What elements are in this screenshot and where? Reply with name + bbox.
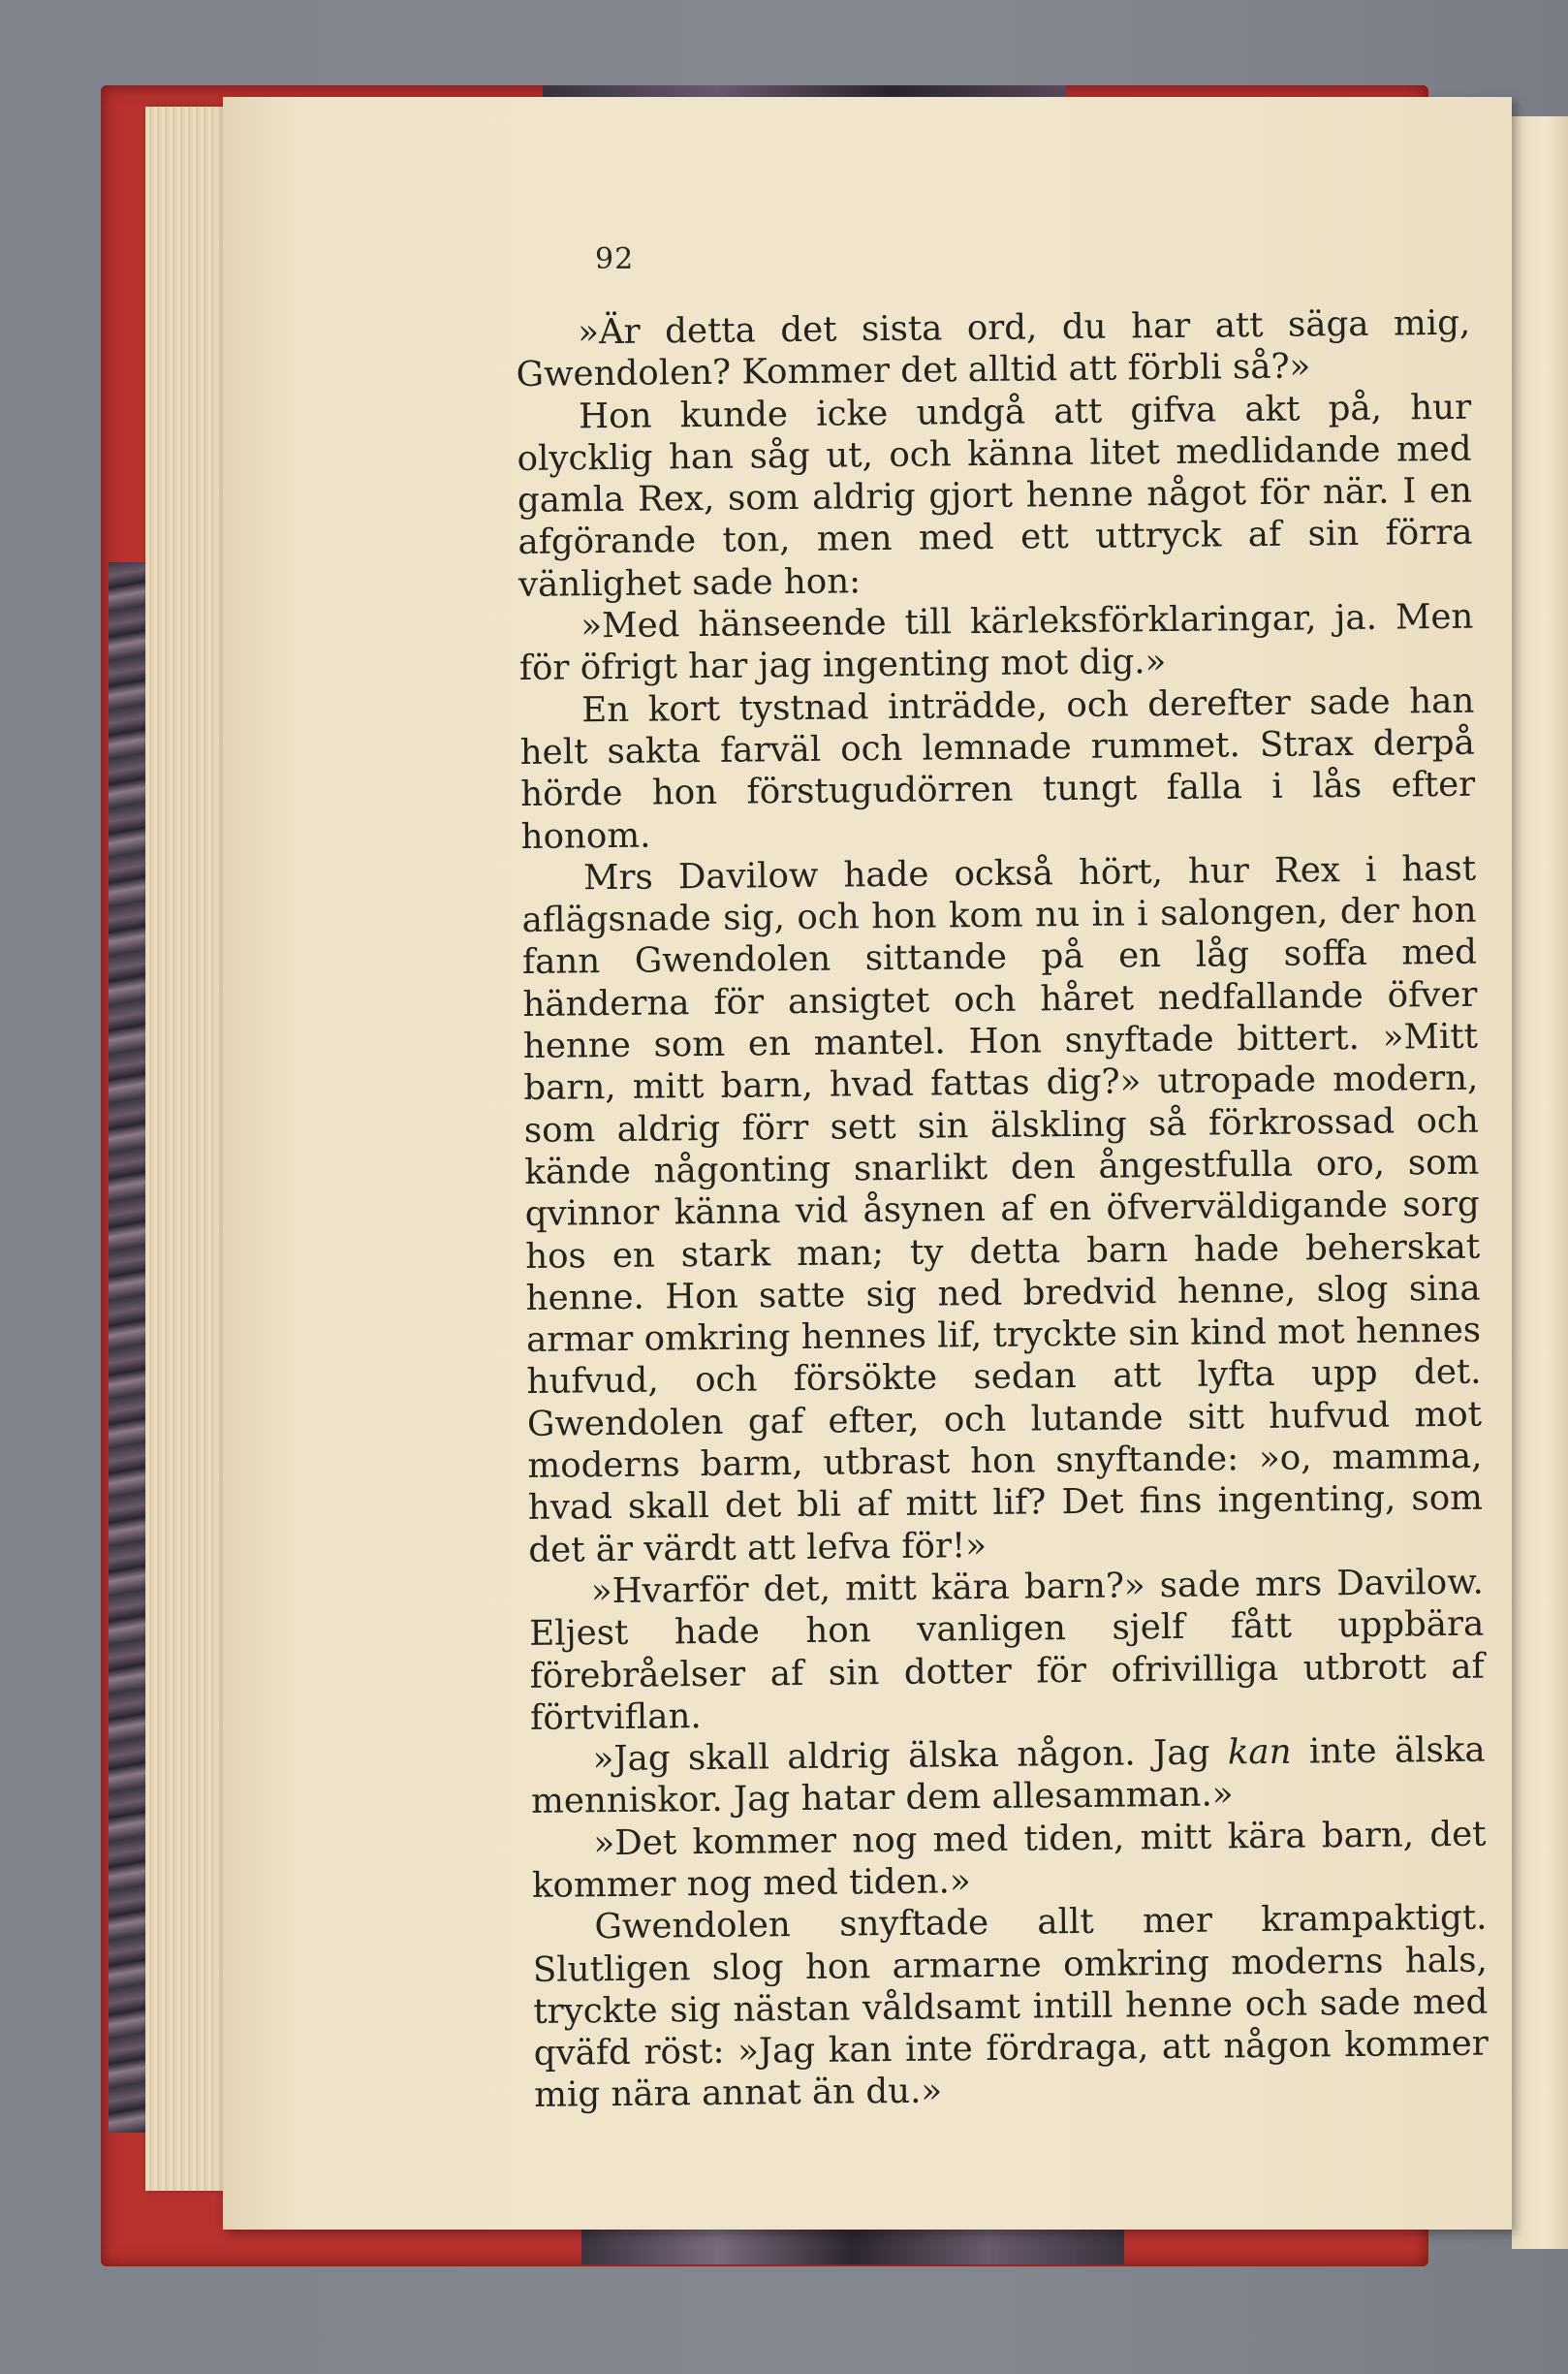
- paragraph: [530, 1729, 1486, 1823]
- body-text: [516, 302, 1489, 2117]
- paragraph-text: »Jag skall aldrig älska någon. Jag: [592, 1732, 1229, 1780]
- spine-marbled-edge: [109, 562, 149, 2133]
- emphasis-text: kan: [1227, 1731, 1292, 1773]
- paragraph-text: inte älska menniskor. Jag hatar dem allesamman.»: [530, 1729, 1486, 1822]
- next-pages-edge: [1512, 116, 1568, 2249]
- paragraph: »Med hänseende till kärleksförklaringar, ja. Men för öfrigt har jag ingenting mot dig.»: [518, 596, 1474, 689]
- paragraph: Gwendolen snyftade allt mer krampaktigt. Slutligen slog hon armarne omkring moderns hals, tryckte sig nästan våldsamt intill henne och sade med qväfd röst: »Jag kan inte fördraga, att någon kommer mig nära annat än du.»: [532, 1897, 1489, 2116]
- page-number: 92: [595, 242, 635, 276]
- paragraph: »Hvarför det, mitt kära barn?» sade mrs Davilow. Eljest hade hon vanligen sjelf fått uppbära förebråelser af sin dotter för ofrivilliga utbrott af förtviflan.: [529, 1562, 1485, 1738]
- paragraph: Hon kunde icke undgå att gifva akt på, hur olycklig han såg ut, och känna litet medlidande med gamla Rex, som aldrig gjort henne något för när. I en afgörande ton, men med ett uttryck af sin förra vänlighet sade hon:: [517, 387, 1473, 605]
- paragraph: Mrs Davilow hade också hört, hur Rex i hast aflägsnade sig, och hon kom nu in i salongen, der hon fann Gwendolen sittande på en låg soffa med händerna för ansigtet och håret nedfallande öfver henne som en mantel. Hon snyftade bittert. »Mitt barn, mitt barn, hvad fattas dig?» utropade modern, som aldrig förr sett sin älskling så förkrossad och kände någonting snarlikt den ångestfulla oro, som qvinnor känna vid åsynen af en öfverväldigande sorg hos en stark man; ty detta barn hade beherskat henne. Hon satte sig ned bredvid henne, slog sina armar omkring hennes lif, tryckte sin kind mot hennes hufvud, och försökte sedan att lyfta upp det. Gwendolen gaf efter, och lutande sitt hufvud mot moderns barm, utbrast hon snyftande: »o, mamma, hvad skall det bli af mitt lif? Det fins ingenting, som det är värdt att lefva för!»: [521, 848, 1484, 1570]
- paragraph: »Det kommer nog med tiden, mitt kära barn, det kommer nog med tiden.»: [531, 1814, 1487, 1906]
- paragraph: »Är detta det sista ord, du har att säga mig, Gwendolen? Kommer det alltid att förbli så?»: [516, 302, 1471, 396]
- paragraph: En kort tystnad inträdde, och derefter sade han helt sakta farväl och lemnade rummet. Strax derpå hörde hon förstugudörren tungt falla i lås efter honom.: [519, 681, 1476, 857]
